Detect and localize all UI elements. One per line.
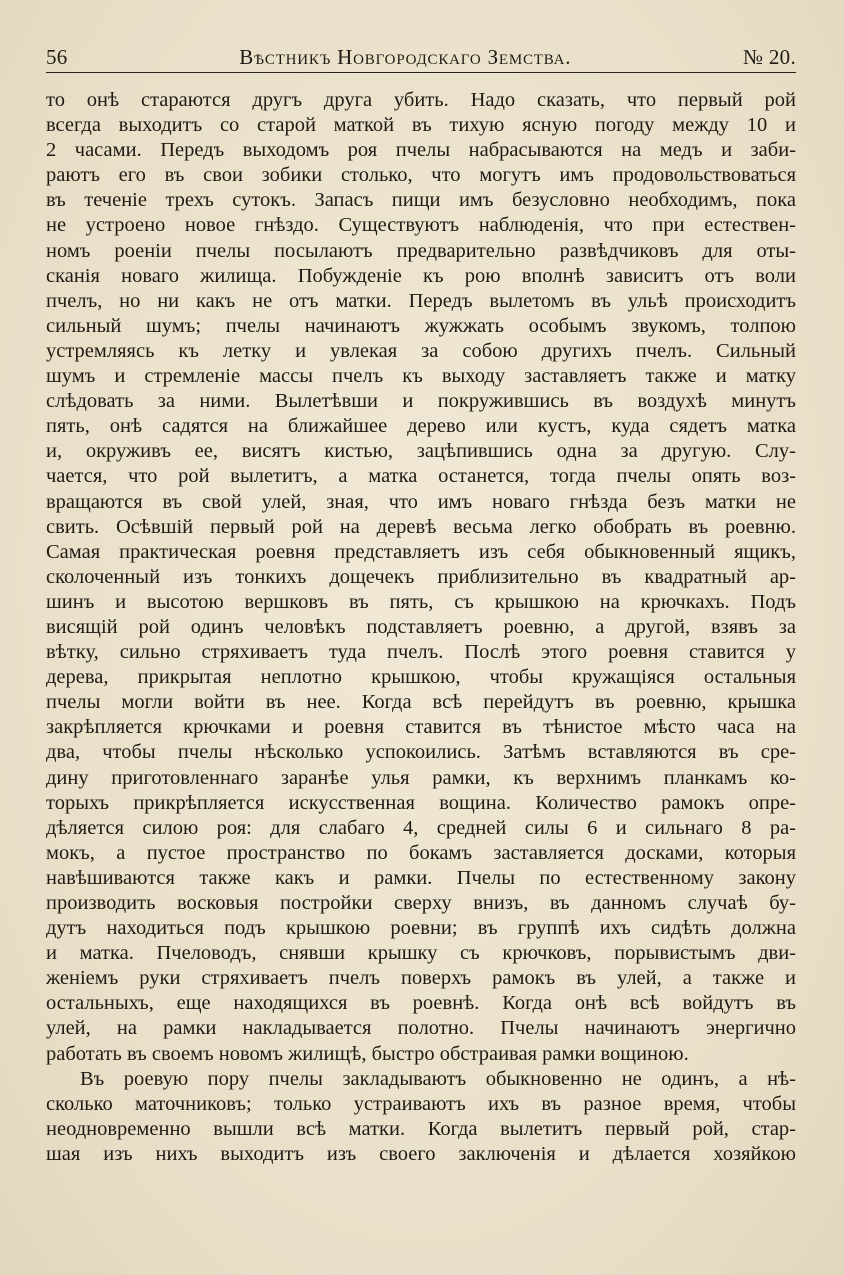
text-line: то онѣ стараются другъ друга убить. Надо сказать, что первый рой bbox=[46, 89, 796, 111]
text-line: шая изъ нихъ выходитъ изъ своего заключенія и дѣлается хозяйкою bbox=[46, 1142, 796, 1165]
text-line: пчелъ, но ни какъ не отъ матки. Передъ вылетомъ въ ульѣ происходитъ bbox=[46, 289, 796, 312]
text-line: свить. Осѣвшій первый рой на деревѣ весьма легко обобрать въ роевню. bbox=[46, 515, 796, 538]
text-line: два, чтобы пчелы нѣсколько успокоились. Затѣмъ вставляются въ сре- bbox=[46, 741, 796, 764]
text-line: висящій рой одинъ человѣкъ подставляетъ роевню, а другой, взявъ за bbox=[46, 615, 796, 638]
text-line: пчелы могли войти въ нее. Когда всѣ перейдутъ въ роевню, крышка bbox=[46, 691, 796, 714]
text-line: закрѣпляется крючками и роевня ставится въ тѣнистое мѣсто часа на bbox=[46, 716, 796, 739]
issue-number: № 20. bbox=[742, 45, 796, 69]
text-line: работать въ своемъ новомъ жилищѣ, быстро обстраивая рамки вощиною. bbox=[46, 1042, 689, 1065]
text-line: слѣдовать за ними. Вылетѣвши и покружившись въ воздухѣ минутъ bbox=[46, 390, 796, 413]
text-line: шинъ и высотою вершковъ въ пять, съ крышкою на крючкахъ. Подъ bbox=[46, 590, 796, 613]
text-line: дину приготовленнаго заранѣе улья рамки, къ верхнимъ планкамъ ко- bbox=[46, 766, 796, 789]
text-line: дутъ находиться подъ крышкою роевни; въ группѣ ихъ сидѣть должна bbox=[46, 917, 796, 940]
text-line: номъ роеніи пчелы посылаютъ предварительно развѣдчиковъ для оты- bbox=[46, 239, 796, 262]
text-line: сканія новаго жилища. Побужденіе къ рою вполнѣ зависитъ отъ воли bbox=[46, 264, 796, 287]
text-line: пять, онѣ садятся на ближайшее дерево или кустъ, куда сядетъ матка bbox=[46, 415, 796, 438]
text-line: женіемъ руки стряхиваетъ пчелъ поверхъ рамокъ въ улей, а также и bbox=[46, 967, 796, 990]
text-line: и, окруживъ ее, висятъ кистью, зацѣпившись одна за другую. Слу- bbox=[46, 440, 796, 463]
text-line: дерева, прикрытая неплотно крышкою, чтобы кружащіяся остальныя bbox=[46, 666, 796, 689]
text-line: 2 часами. Передъ выходомъ роя пчелы набрасываются на медъ и заби- bbox=[46, 139, 796, 162]
text-line: шумъ и стремленіе массы пчелъ къ выходу заставляетъ также и матку bbox=[46, 365, 796, 388]
header-rule bbox=[46, 72, 796, 73]
text-line: производить восковыя постройки сверху внизъ, въ данномъ случаѣ бу- bbox=[46, 892, 796, 914]
text-line: сколько маточниковъ; только устраиваютъ ихъ въ разное время, чтобы bbox=[46, 1092, 796, 1115]
text-line: навѣшиваются также какъ и рамки. Пчелы по естественному закону bbox=[46, 866, 796, 889]
text-line: не устроено новое гнѣздо. Существуютъ наблюденія, что при естествен- bbox=[46, 214, 796, 237]
text-line: и матка. Пчеловодъ, снявши крышку съ крючковъ, порывистымъ дви- bbox=[46, 942, 796, 965]
text-line: остальныхъ, еще находящихся въ роевнѣ. Когда онѣ всѣ войдутъ въ bbox=[46, 992, 796, 1015]
page-number: 56 bbox=[46, 45, 68, 69]
text-line: въ теченіе трехъ сутокъ. Запасъ пищи имъ безусловно необходимъ, пока bbox=[46, 189, 796, 212]
paragraph-first-line: Въ роевую пору пчелы закладываютъ обыкновенно не одинъ, а нѣ- bbox=[80, 1067, 796, 1090]
text-line: вращаются въ свой улей, зная, что имъ новаго гнѣзда безъ матки не bbox=[46, 490, 796, 513]
text-line: чается, что рой вылетитъ, а матка останется, тогда пчелы опять воз- bbox=[46, 465, 796, 488]
text-line: торыхъ прикрѣпляется искусственная вощина. Количество рамокъ опре- bbox=[46, 791, 796, 814]
text-line: Самая практическая роевня представляетъ изъ себя обыкновенный ящикъ, bbox=[46, 540, 796, 563]
text-line: устремляясь къ летку и увлекая за собою другихъ пчелъ. Сильный bbox=[46, 339, 796, 362]
text-line: сколоченный изъ тонкихъ дощечекъ приблизительно въ квадратный ар- bbox=[46, 565, 796, 588]
text-line: раютъ его въ свои зобики столько, что могутъ имъ продовольствоваться bbox=[46, 164, 796, 187]
text-line: дѣляется силою роя: для слабаго 4, средней силы 6 и сильнаго 8 ра- bbox=[46, 816, 796, 839]
text-line: мокъ, а пустое пространство по бокамъ заставляется досками, которыя bbox=[46, 841, 796, 864]
text-line: всегда выходитъ со старой маткой въ тихую ясную погоду между 10 и bbox=[46, 114, 796, 137]
page-header bbox=[46, 40, 796, 70]
text-line: вѣтку, сильно стряхиваетъ туда пчелъ. Послѣ этого роевня ставится у bbox=[46, 641, 796, 664]
journal-title: Вѣстникъ Новгородскаго Земства. bbox=[239, 45, 572, 69]
text-line: улей, на рамки накладывается полотно. Пчелы начинаютъ энергично bbox=[46, 1017, 796, 1040]
text-line: неодновременно вышли всѣ матки. Когда вылетитъ первый рой, стар- bbox=[46, 1117, 796, 1140]
body-text bbox=[46, 88, 796, 1167]
text-line: сильный шумъ; пчелы начинаютъ жужжать особымъ звукомъ, толпою bbox=[46, 314, 796, 337]
